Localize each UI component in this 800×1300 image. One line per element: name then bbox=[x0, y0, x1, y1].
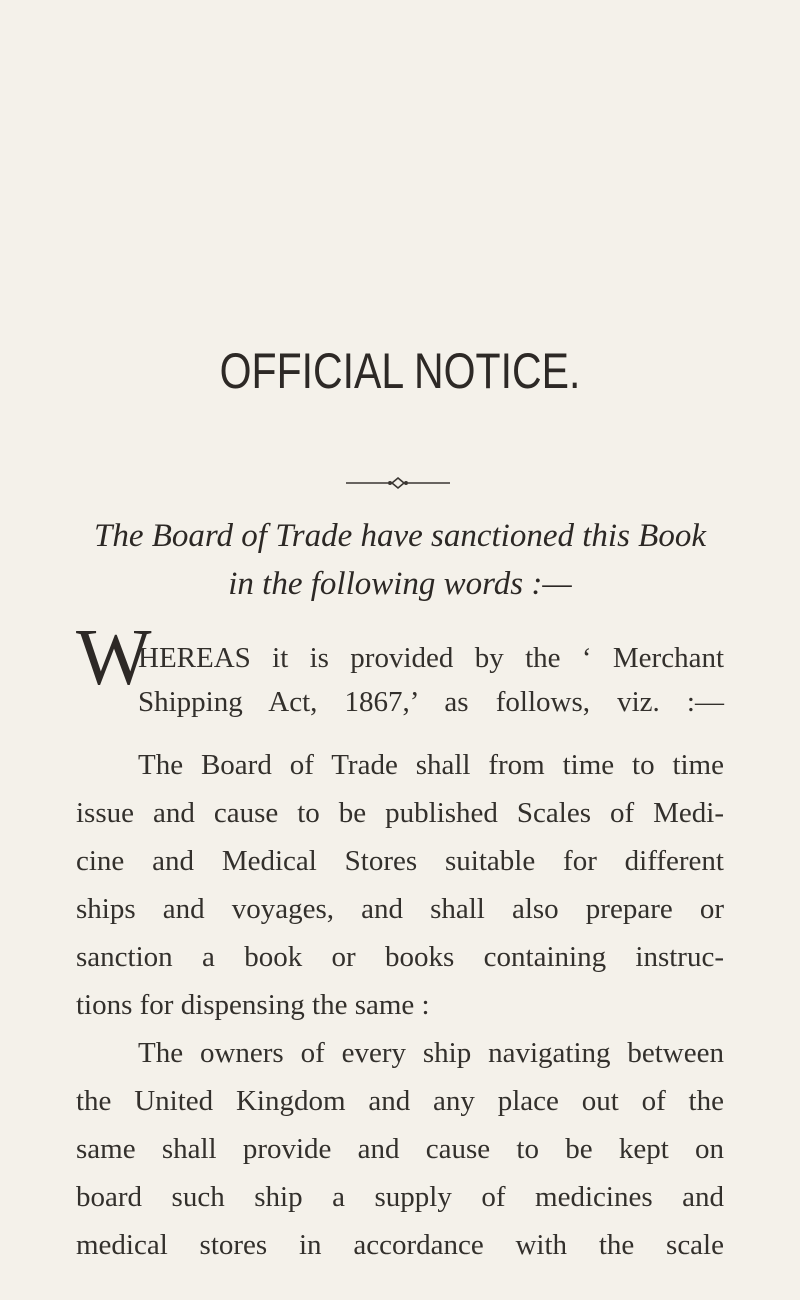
paragraph-2-line-5: sanction a book or books containing instruc- bbox=[76, 941, 724, 973]
paragraph-3-line-2: the United Kingdom and any place out of the bbox=[76, 1085, 724, 1117]
paragraph-2-line-2: issue and cause to be published Scales of Medi- bbox=[76, 797, 724, 829]
paragraph-2-line-4: ships and voyages, and shall also prepare or bbox=[76, 893, 724, 925]
ornament-divider bbox=[346, 476, 450, 490]
paragraph-2-line-3: cine and Medical Stores suitable for different bbox=[76, 845, 724, 877]
subtitle-line-1: The Board of Trade have sanctioned this Book bbox=[94, 518, 706, 554]
subtitle-line-2: in the following words :— bbox=[228, 566, 572, 602]
drop-cap: W bbox=[76, 614, 152, 702]
paragraph-3-line-3: same shall provide and cause to be kept on bbox=[76, 1133, 724, 1165]
paragraph-3-line-4: board such ship a supply of medicines and bbox=[76, 1181, 724, 1213]
notice-heading: OFFICIAL NOTICE. bbox=[219, 343, 581, 399]
paragraph-1-line-2: Shipping Act, 1867,’ as follows, viz. :— bbox=[138, 686, 724, 718]
paragraph-3-line-1: The owners of every ship navigating between bbox=[138, 1037, 724, 1069]
paragraph-2-line-1: The Board of Trade shall from time to time bbox=[138, 749, 724, 781]
paragraph-2-line-6: tions for dispensing the same : bbox=[76, 989, 430, 1021]
paragraph-3-line-5: medical stores in accordance with the scale bbox=[76, 1229, 724, 1261]
paragraph-1-line-1: HEREAS it is provided by the ‘ Merchant bbox=[138, 642, 724, 674]
